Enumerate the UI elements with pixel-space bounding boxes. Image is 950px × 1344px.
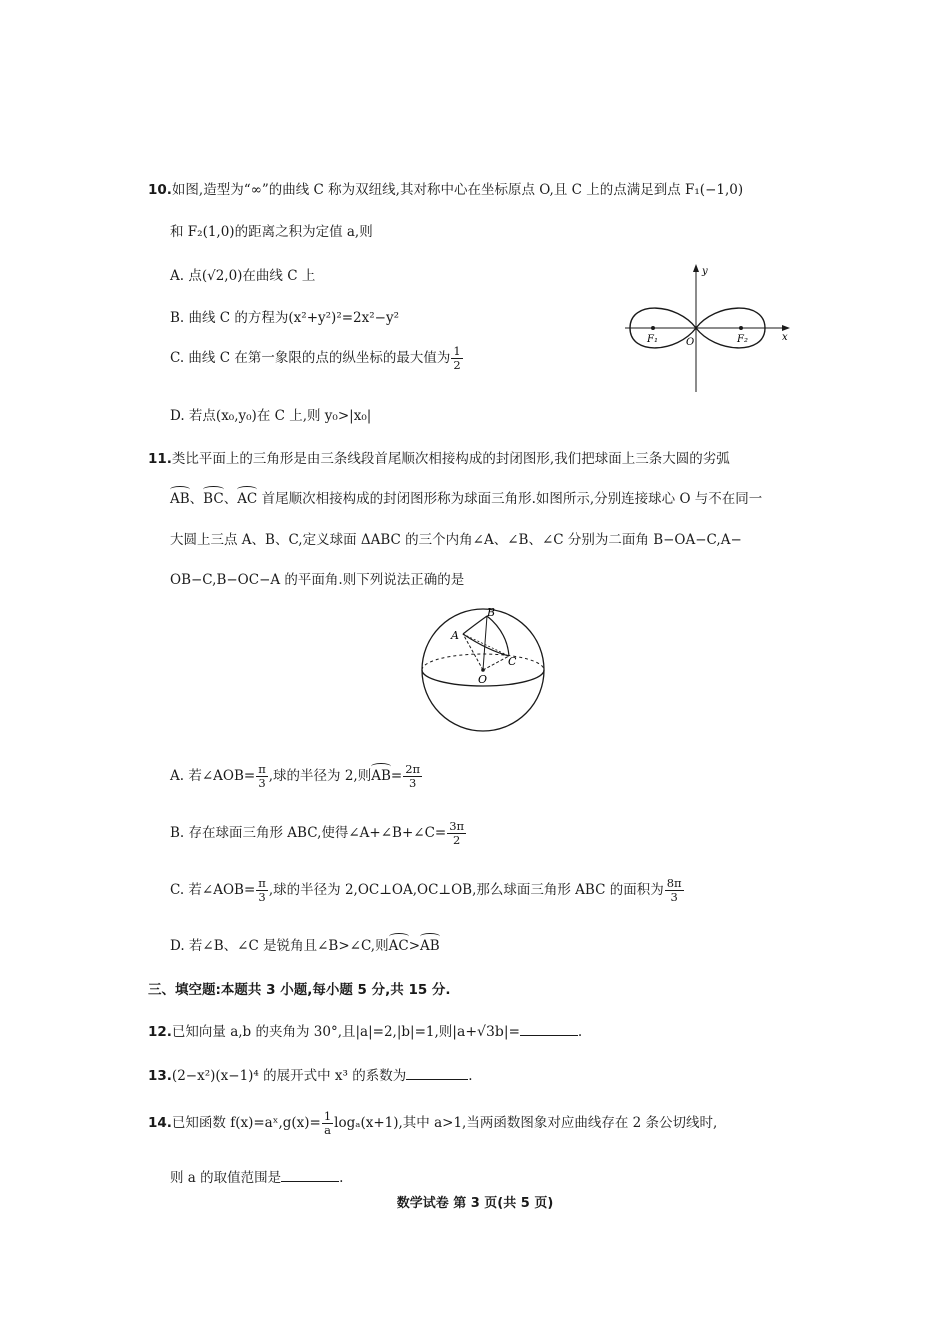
question-number: 14.	[148, 1115, 172, 1132]
section-heading: 三、填空题:本题共 3 小题,每小题 5 分,共 15 分.	[148, 982, 451, 998]
fraction	[403, 763, 422, 790]
fraction-denominator: 3	[670, 890, 678, 905]
label-o: O	[478, 673, 488, 686]
fraction-denominator: 3	[258, 890, 266, 905]
question-text: =	[508, 1024, 520, 1040]
period: .	[339, 1170, 344, 1186]
arc-ab-curve	[463, 616, 487, 634]
period: .	[468, 1068, 473, 1084]
option-text: A. 若∠AOB=	[170, 768, 256, 785]
math-expression: |a+√3b|	[452, 1024, 509, 1040]
fraction-denominator: 3	[258, 776, 266, 791]
q10-option-c	[170, 345, 464, 372]
question-11-line-3: 大圆上三点 A、B、C,定义球面 ΔABC 的三个内角∠A、∠B、∠C 分别为二面角 B−OA−C,A−	[170, 532, 742, 548]
question-text: 已知向量 a,b 的夹角为 30°,且|a|=2,|b|=1,则	[171, 1024, 453, 1040]
question-text: logₐ(x+1),其中 a>1,当两函数图象对应曲线存在 2 条公切线时,	[334, 1115, 718, 1132]
fraction-numerator: 1	[453, 344, 461, 358]
fraction-numerator: 1	[323, 1109, 332, 1123]
answer-blank[interactable]	[520, 1023, 578, 1036]
fraction-numerator: π	[258, 876, 266, 890]
q11-option-a	[170, 763, 423, 790]
f1-label: F₁	[647, 334, 658, 345]
option-text: ,球的半径为 2,则	[268, 768, 372, 785]
label-c: C	[508, 655, 517, 668]
option-text: C. 曲线 C 在第一象限的点的纵坐标的最大值为	[170, 350, 451, 367]
fraction-denominator: 2	[453, 833, 461, 848]
question-number: 10.	[148, 182, 172, 198]
question-14-line-2	[170, 1166, 343, 1186]
q11-option-b	[170, 820, 467, 847]
arc-bc-curve	[487, 616, 509, 656]
chord-ac	[463, 634, 509, 656]
separator: 、	[189, 491, 204, 507]
greater-than-sign: >	[408, 938, 420, 954]
q11-option-d	[170, 934, 440, 954]
f2-label: F₂	[737, 334, 748, 345]
label-a: A	[451, 629, 459, 642]
lemniscate-figure	[620, 258, 800, 398]
x-axis-arrow	[782, 325, 790, 331]
arc-ab: AB	[420, 938, 440, 954]
question-10-line-1	[148, 178, 743, 198]
q11-option-c	[170, 877, 685, 904]
y-axis-arrow	[693, 264, 699, 272]
segment-oa	[463, 634, 483, 670]
question-text: 首尾顺次相接构成的封闭图形称为球面三角形.如图所示,分别连接球心 O 与不在同一	[261, 491, 763, 507]
question-number: 12.	[148, 1024, 172, 1040]
option-text: B. 存在球面三角形 ABC,使得∠A+∠B+∠C=	[170, 825, 447, 842]
fraction-denominator: 3	[408, 776, 417, 791]
x-axis-label: x	[782, 332, 788, 343]
option-text: C. 若∠AOB=	[170, 882, 256, 899]
y-axis-label: y	[702, 266, 708, 277]
equals-sign: =	[390, 768, 403, 785]
option-text: ,球的半径为 2,OC⊥OA,OC⊥OB,那么球面三角形 ABC 的面积为	[268, 882, 664, 899]
origin-label: O	[686, 337, 695, 348]
fraction-numerator: 2π	[405, 762, 421, 776]
question-11-line-1	[148, 447, 730, 467]
fraction	[322, 1110, 333, 1137]
q10-option-b: B. 曲线 C 的方程为(x²+y²)²=2x²−y²	[170, 310, 400, 326]
segment-oc	[483, 656, 509, 670]
sphere-figure	[415, 606, 555, 734]
focus-f2-point	[739, 326, 743, 330]
arc-ab: AB	[371, 768, 391, 785]
focus-f1-point	[651, 326, 655, 330]
fraction	[447, 820, 466, 847]
question-text: 类比平面上的三角形是由三条线段首尾顺次相接构成的封闭图形,我们把球面上三条大圆的劣弧	[171, 451, 730, 467]
page-footer: 数学试卷 第 3 页(共 5 页)	[396, 1196, 554, 1211]
arc-bc: BC	[203, 491, 224, 507]
fraction	[665, 877, 684, 904]
q10-option-a: A. 点(√2,0)在曲线 C 上	[170, 268, 316, 284]
arc-ac: AC	[388, 938, 409, 954]
fraction-numerator: 8π	[666, 876, 682, 890]
question-text: 则 a 的取值范围是	[170, 1170, 282, 1186]
question-text: (2−x²)(x−1)⁴ 的展开式中 x³ 的系数为	[171, 1068, 407, 1084]
option-text: D. 若∠B、∠C 是锐角且∠B>∠C,则	[170, 938, 389, 954]
question-10-line-2: 和 F₂(1,0)的距离之积为定值 a,则	[170, 224, 373, 240]
question-text: 已知函数 f(x)=aˣ,g(x)=	[171, 1115, 321, 1132]
question-11-line-4: OB−C,B−OC−A 的平面角.则下列说法正确的是	[170, 572, 465, 588]
question-12	[148, 1020, 582, 1040]
fraction	[451, 345, 462, 372]
separator: 、	[223, 491, 238, 507]
answer-blank[interactable]	[406, 1067, 468, 1080]
fraction	[256, 763, 268, 790]
arc-ab: AB	[170, 491, 190, 507]
question-number: 13.	[148, 1068, 172, 1084]
period: .	[577, 1024, 583, 1040]
fraction-denominator: a	[324, 1123, 331, 1138]
answer-blank[interactable]	[281, 1169, 339, 1182]
question-11-line-2	[170, 487, 762, 507]
label-b: B	[487, 606, 496, 619]
arc-ac: AC	[237, 491, 258, 507]
fraction-numerator: 3π	[449, 819, 465, 833]
fraction-numerator: π	[258, 762, 266, 776]
q10-option-d: D. 若点(x₀,y₀)在 C 上,则 y₀>|x₀|	[170, 408, 372, 424]
question-text: 如图,造型为“∞”的曲线 C 称为双纽线,其对称中心在坐标原点 O,且 C 上的点满足到点 F₁(−1,0)	[171, 182, 744, 198]
fraction	[256, 877, 268, 904]
fraction-denominator: 2	[453, 358, 461, 373]
segment-ob	[483, 616, 487, 670]
question-number: 11.	[148, 451, 172, 467]
question-14-line-1	[148, 1110, 717, 1137]
question-13	[148, 1064, 473, 1084]
center-point	[481, 668, 485, 672]
